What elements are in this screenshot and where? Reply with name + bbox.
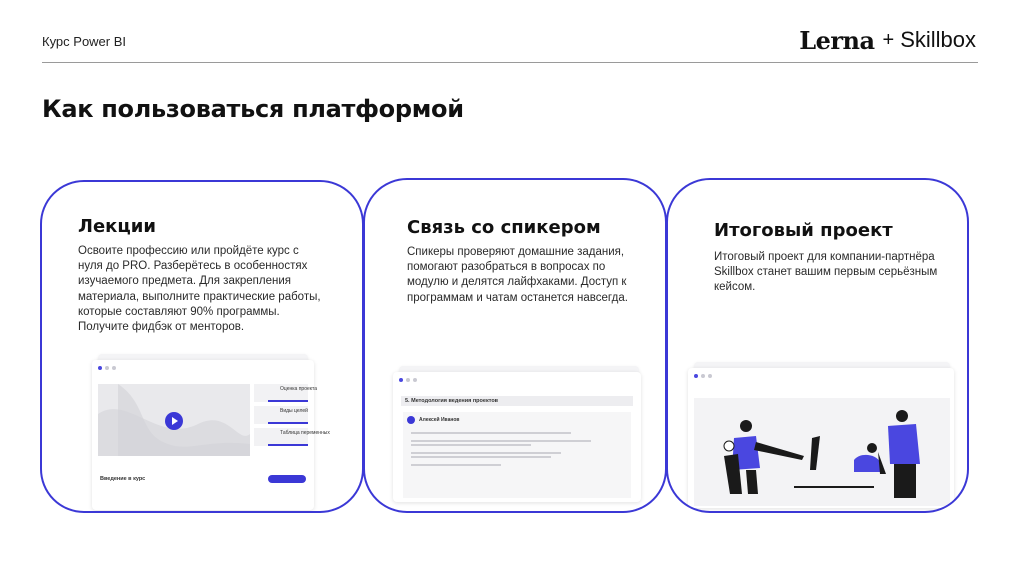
text-line: кейсом. [714, 281, 756, 294]
header-divider [42, 62, 978, 63]
logo-lerna: Lerna [799, 25, 875, 55]
project-preview [688, 368, 954, 508]
text-line: материала, выполните практические работы, [78, 290, 321, 303]
text-line: которые составляют 90% программы. [78, 305, 280, 318]
text-line: Освоите профессию или пройдёте курс с [78, 245, 299, 257]
text-line: Итоговый проект для компании-партнёра [714, 251, 935, 263]
logo-skillbox: Skillbox [900, 27, 976, 52]
card-final-project [666, 178, 969, 513]
page-title: Как пользоваться платформой [42, 95, 464, 123]
logo-plus: + [882, 28, 895, 51]
window-dots-icon [399, 378, 417, 382]
card-text [78, 244, 358, 335]
team-illustration [694, 398, 950, 506]
text-line: нуля до PRO. Разберётесь в особенностях [78, 260, 308, 273]
window-dots-icon [694, 374, 712, 378]
lesson-item-label: Таблица переменных [280, 430, 330, 436]
chat-author: Алексей Иванов [419, 417, 460, 423]
text-line: помогают разобраться в вопросах по [407, 261, 606, 274]
card-lectures [40, 180, 364, 513]
chat-preview [393, 372, 641, 502]
text-line: Skillbox станет вашим первым серьёзным [714, 266, 938, 279]
lesson-list [254, 384, 330, 446]
lesson-item[interactable] [254, 406, 308, 424]
avatar [407, 416, 415, 424]
text-line: Спикеры проверяют домашние задания, [407, 246, 625, 258]
text-line: изучаемого предмета. Для закрепления [78, 275, 292, 288]
card-text [714, 250, 959, 296]
lesson-item-label: Оценка проекта [280, 386, 318, 392]
text-line: Получите фидбэк от менторов. [78, 321, 245, 334]
play-icon[interactable] [165, 412, 183, 430]
chat-heading-bar [401, 396, 633, 406]
lesson-item[interactable] [254, 428, 330, 446]
lesson-item[interactable] [254, 384, 318, 402]
chat-heading: 5. Методология ведения проектов [405, 398, 499, 404]
card-title: Связь со спикером [407, 217, 601, 238]
continue-button[interactable] [268, 475, 306, 483]
text-line: программам и чатам останется навсегда. [407, 291, 628, 304]
card-title: Лекции [78, 216, 156, 237]
card-text [407, 245, 657, 306]
preview-caption: Введение в курс [100, 476, 146, 482]
lecture-preview [92, 360, 330, 510]
course-label: Курс Power BI [42, 34, 127, 49]
card-speaker [363, 178, 667, 513]
logo [799, 25, 976, 55]
window-dots-icon [98, 366, 116, 370]
lesson-item-label: Виды целей [280, 408, 308, 414]
text-line: модулю и делятся лайфхаками. Доступ к [407, 276, 627, 289]
chat-message [403, 412, 631, 498]
card-title: Итоговый проект [714, 220, 893, 241]
